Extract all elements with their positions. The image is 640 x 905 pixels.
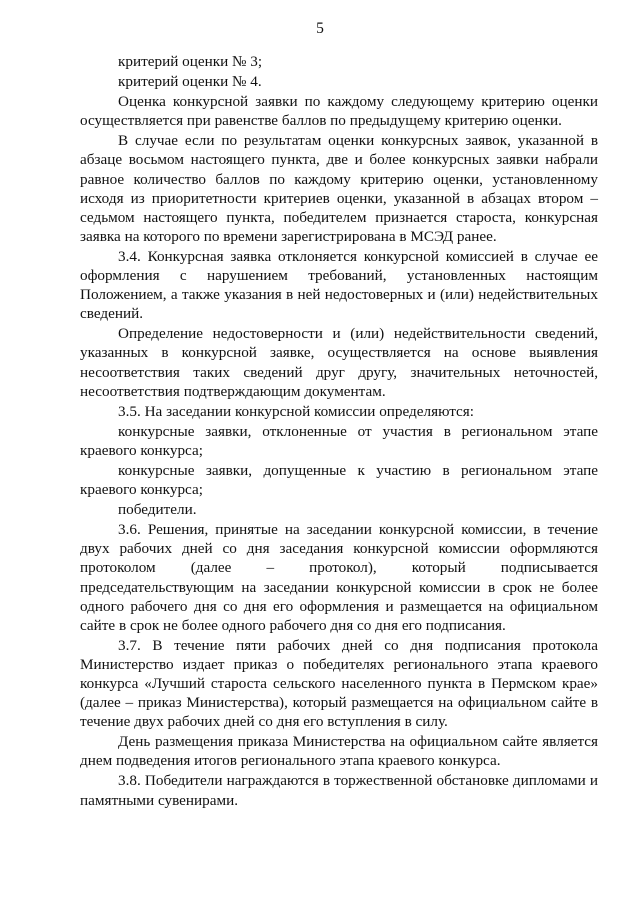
paragraph-criterion-3: критерий оценки № 3;	[118, 53, 263, 70]
list-item-rejected-applications: конкурсные заявки, отклоненные от участия в региональном этапе краевого конкурса;	[80, 422, 598, 459]
paragraph-3-8: 3.8. Победители награждаются в торжественной обстановке дипломами и памятными сувенирами.	[80, 772, 598, 809]
page-number: 5	[316, 20, 324, 37]
paragraph-invalidity-definition: Определение недостоверности и (или) недействительности сведений, указанных в конкурсной заявке, осуществляется на основе выявления несоответствия таких сведений друг другу, значительных неточностей, несоответствия подтверждающим документам.	[80, 325, 598, 400]
paragraph-3-7: 3.7. В течение пяти рабочих дней со дня подписания протокола Министерство издает приказ о победителях регионального этапа краевого конкурса «Лучший староста сельского населенного пункта в Пермском крае» (далее – приказ Министерства), который размещается на официальном сайте в течение двух рабочих дней со дня его вступления в силу.	[80, 636, 598, 731]
paragraph-3-5: 3.5. На заседании конкурсной комиссии определяются:	[118, 402, 474, 420]
paragraph-results-day: День размещения приказа Министерства на официальном сайте является днем подведения итогов регионального этапа краевого конкурса.	[80, 733, 598, 770]
document-body	[80, 52, 598, 810]
list-item-winners: победители.	[118, 501, 197, 519]
list-item-admitted-applications: конкурсные заявки, допущенные к участию в региональном этапе краевого конкурса;	[80, 461, 598, 499]
paragraph-tie-break: В случае если по результатам оценки конкурсных заявок, указанной в абзаце восьмом настоящего пункта, две и более конкурсных заявки набрали равное количество баллов по каждому критерию оценки, установленному исходя из приоритетности критериев оценки, указанной в абзацах втором – седьмом настоящего пункта, победителем признается староста, конкурсная заявка на которого по времени зарегистрирована в МСЭД ранее.	[80, 132, 598, 245]
paragraph-evaluation-order: Оценка конкурсной заявки по каждому следующему критерию оценки осуществляется при равенстве баллов по предыдущему критерию оценки.	[80, 93, 598, 130]
paragraph-3-4: 3.4. Конкурсная заявка отклоняется конкурсной комиссией в случае ее оформления с нарушением требований, установленных настоящим Положением, а также указания в ней недостоверных и (или) недействительных сведений.	[80, 247, 598, 323]
paragraph-criterion-4: критерий оценки № 4.	[118, 73, 262, 91]
paragraph-3-6: 3.6. Решения, принятые на заседании конкурсной комиссии, в течение двух рабочих дней со дня заседания конкурсной комиссии оформляются протоколом (далее – протокол), который подписывается председательствующим на заседании конкурсной комиссии в срок не более одного рабочего дня со дня его оформления и размещается на официальном сайте в срок не более одного рабочего дня со дня его подписания.	[80, 521, 598, 634]
